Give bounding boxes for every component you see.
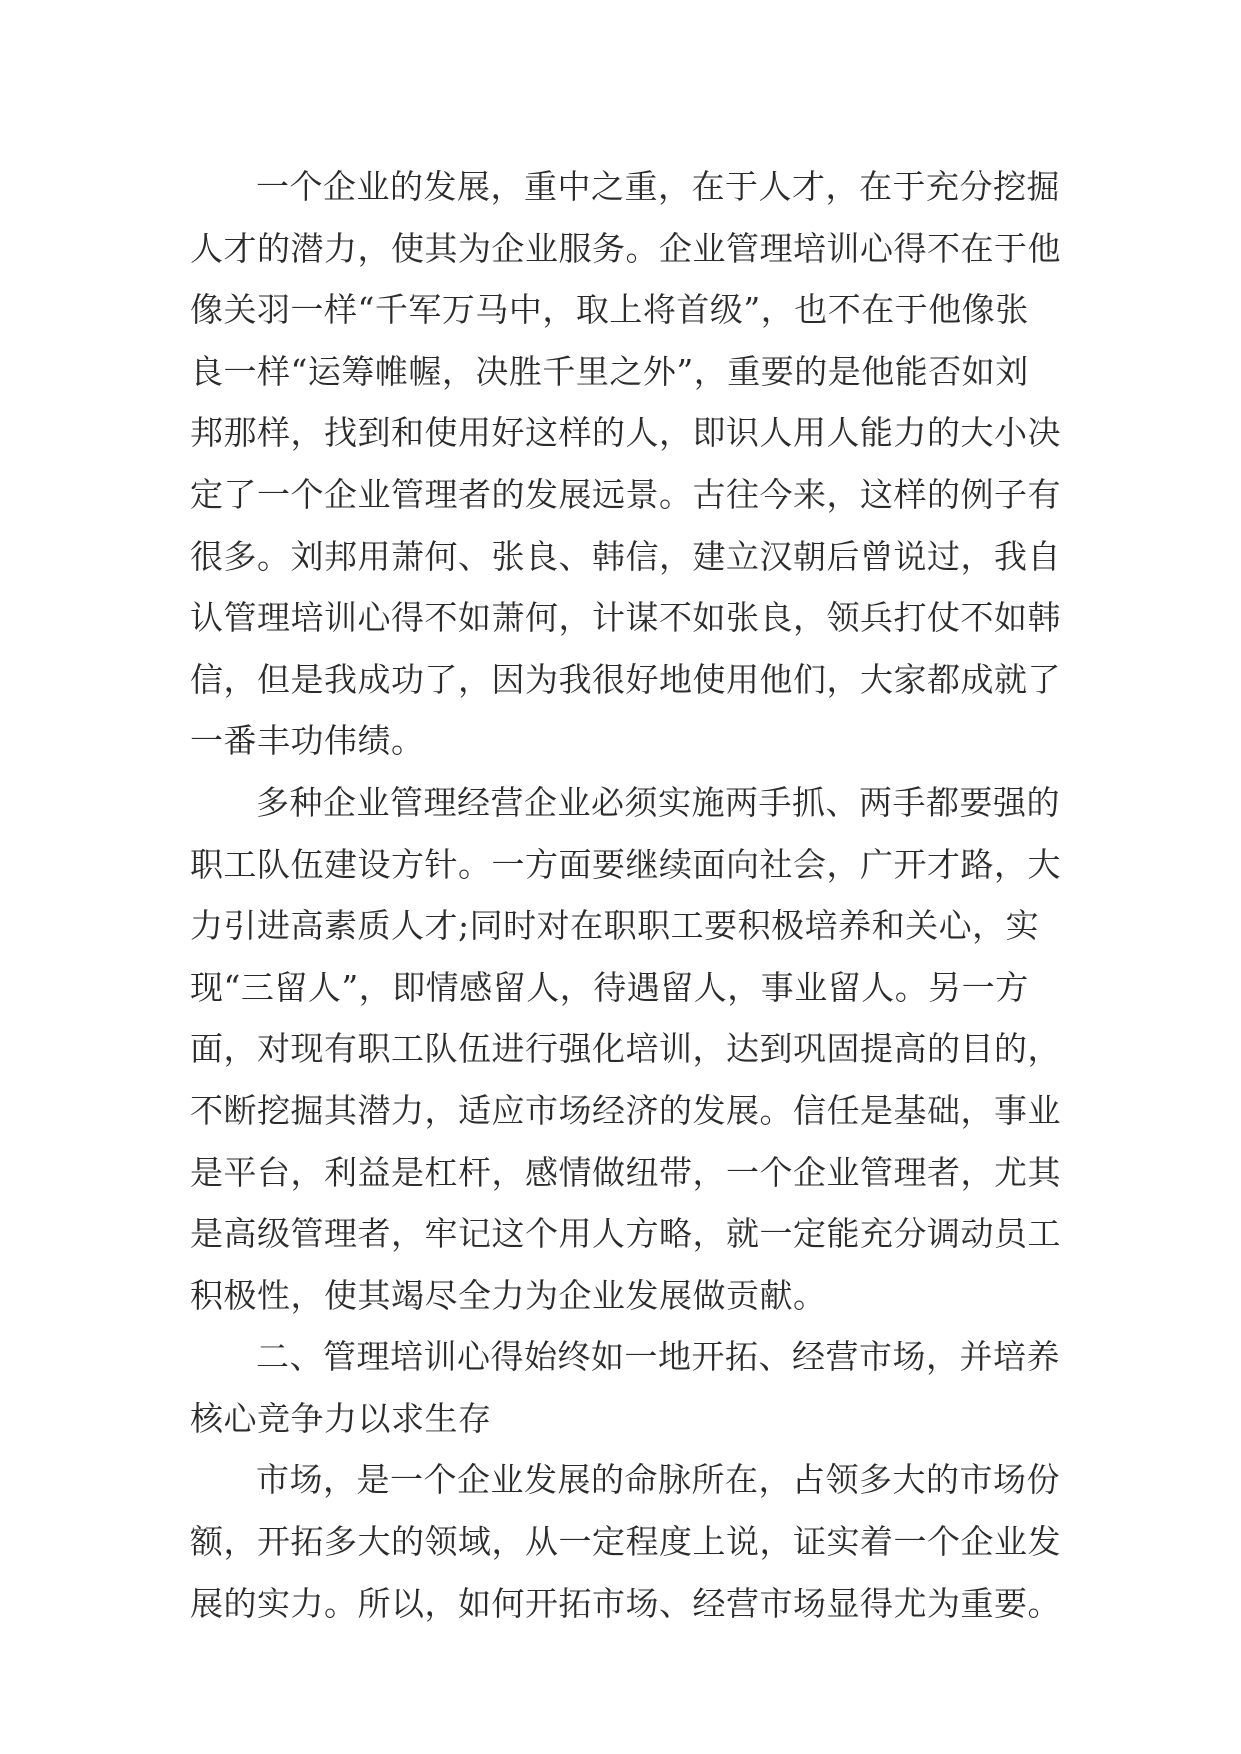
- paragraph-1-line-3: 像关羽一样“千军万马中，取上将首级”，也不在于他像张: [190, 290, 1029, 330]
- paragraph-1-line-6: 定了一个企业管理者的发展远景。古往今来，这样的例子有: [190, 474, 1061, 514]
- body-text: [190, 156, 1070, 1634]
- paragraph-2-line-3: 力引进高素质人才;同时对在职职工要积极培养和关心，实: [190, 906, 1040, 946]
- paragraph-2-line-1: 多种企业管理经营企业必须实施两手抓、两手都要强的: [256, 782, 1060, 822]
- paragraph-1-line-1: 一个企业的发展，重中之重，在于人才，在于充分挖掘: [256, 167, 1060, 206]
- section-heading-line-2: 核心竞争力以求生存: [190, 1398, 492, 1438]
- paragraph-2-line-4: 现“三留人”，即情感留人，待遇留人，事业留人。另一方: [190, 967, 1029, 1007]
- paragraph-3-line-2: 额，开拓多大的领域，从一定程度上说，证实着一个企业发: [190, 1522, 1061, 1562]
- paragraph-2-line-9: 积极性，使其竭尽全力为企业发展做贡献。: [190, 1275, 827, 1315]
- paragraph-1-line-9: 信，但是我成功了，因为我很好地使用他们，大家都成就了: [190, 659, 1061, 699]
- paragraph-1-line-5: 邦那样，找到和使用好这样的人，即识人用人能力的大小决: [190, 413, 1061, 453]
- paragraph-2-line-6: 不断挖掘其潜力，适应市场经济的发展。信任是基础，事业: [190, 1090, 1061, 1130]
- paragraph-2-line-5: 面，对现有职工队伍进行强化培训，达到巩固提高的目的，: [190, 1029, 1061, 1069]
- paragraph-3-line-1: 市场，是一个企业发展的命脉所在，占领多大的市场份: [256, 1460, 1060, 1500]
- paragraph-1-line-4: 良一样“运筹帷幄，决胜千里之外”，重要的是他能否如刘: [190, 351, 1029, 391]
- paragraph-1-line-10: 一番丰功伟绩。: [190, 721, 425, 761]
- paragraph-2-line-8: 是高级管理者，牢记这个用人方略，就一定能充分调动员工: [190, 1214, 1061, 1254]
- paragraph-2-line-2: 职工队伍建设方针。一方面要继续面向社会，广开才路，大: [190, 844, 1061, 884]
- paragraph-3-line-3: 展的实力。所以，如何开拓市场、经营市场显得尤为重要。: [190, 1583, 1061, 1623]
- paragraph-2-line-7: 是平台，利益是杠杆，感情做纽带，一个企业管理者，尤其: [190, 1152, 1061, 1192]
- paragraph-1-line-8: 认管理培训心得不如萧何，计谋不如张良，领兵打仗不如韩: [190, 598, 1061, 638]
- section-heading-line-1: 二、管理培训心得始终如一地开拓、经营市场，并培养: [256, 1337, 1060, 1377]
- paragraph-1-line-7: 很多。刘邦用萧何、张良、韩信，建立汉朝后曾说过，我自: [190, 536, 1061, 576]
- paragraph-1-line-2: 人才的潜力，使其为企业服务。企业管理培训心得不在于他: [190, 228, 1061, 268]
